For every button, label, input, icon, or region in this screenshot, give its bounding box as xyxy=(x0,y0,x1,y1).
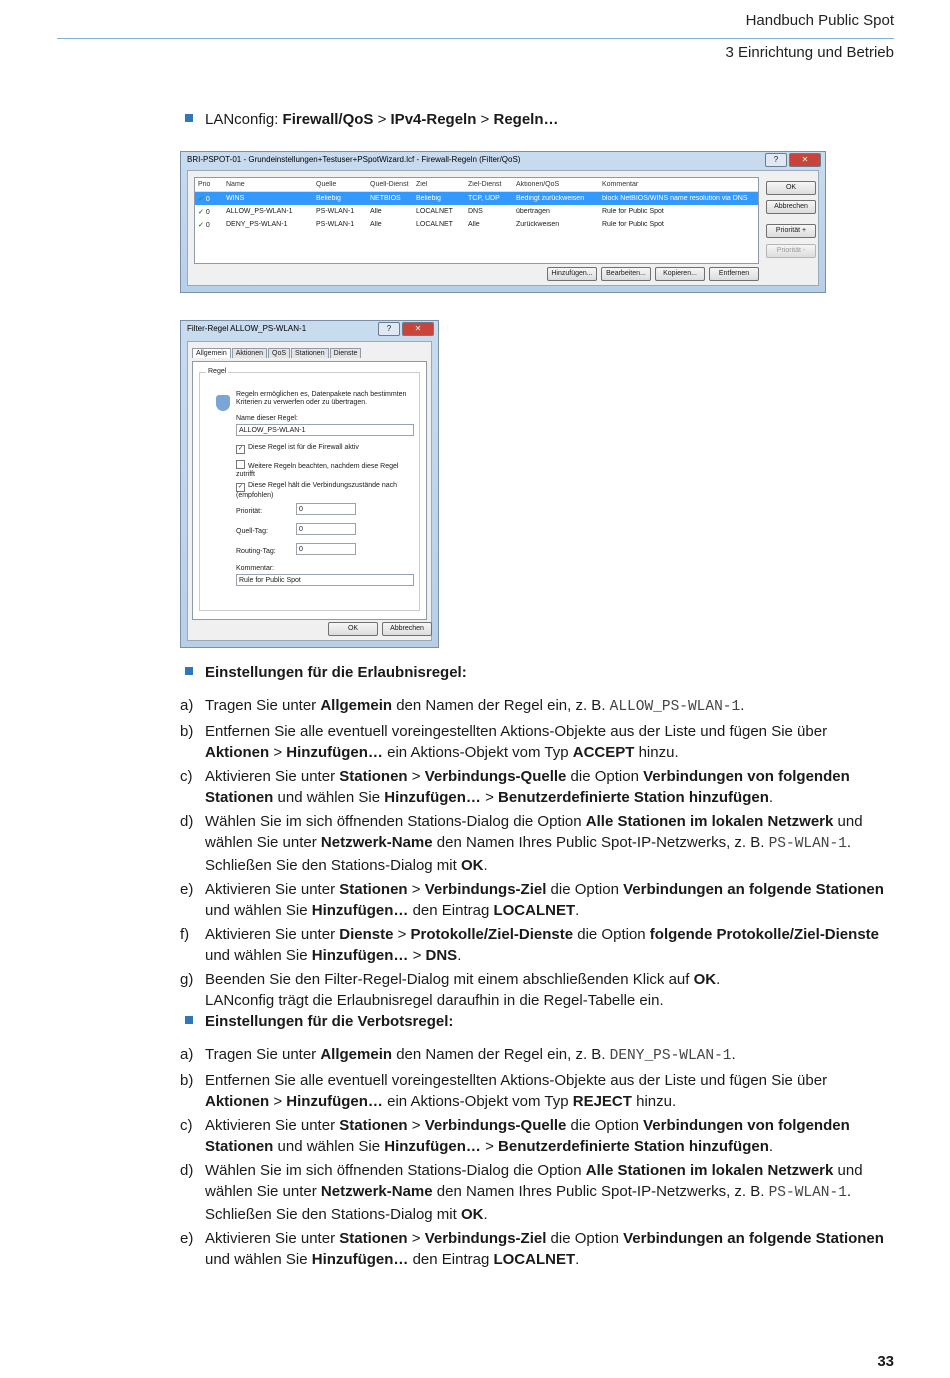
close-icon: ✕ xyxy=(789,153,821,167)
routing-tag-label: Routing-Tag: xyxy=(236,548,276,555)
running-header-title: Handbuch Public Spot xyxy=(745,12,894,29)
window-title: BRI-PSPOT-01 - Grundeinstellungen+Testuser+PSpotWizard.lcf - Firewall-Regeln (Filter/QoS) xyxy=(187,155,521,164)
checkmark-icon: ✓ xyxy=(198,195,204,203)
firewall-rules-screenshot xyxy=(180,151,826,293)
deny-steps xyxy=(180,1044,895,1273)
allow-heading: Einstellungen für die Erlaubnisregel: xyxy=(185,664,467,681)
rule-name-field: ALLOW_PS-WLAN-1 xyxy=(236,424,414,436)
list-item: b) Entfernen Sie alle eventuell voreingestellten Aktions-Objekte aus der Liste und fügen Sie über Aktionen > Hinzufügen… ein Aktions-Objekt vom Typ ACCEPT hinzu. xyxy=(180,723,828,761)
edit-button: Bearbeiten... xyxy=(601,267,651,281)
header-divider xyxy=(57,38,894,39)
list-item: d) Wählen Sie im sich öffnenden Stations-Dialog die Option Alle Stationen im lokalen Netzwerk und wählen Sie unter Netzwerk-Name den Namen Ihres Public Spot-IP-Netzwerks, z. B. PS-WLAN-1. Schließen Sie den Stations-Dialog mit OK. xyxy=(180,813,863,874)
checkmark-icon: ✓ xyxy=(198,221,204,229)
bullet-square-icon xyxy=(185,114,193,122)
rule-description: Regeln ermöglichen es, Datenpakete nach bestimmten Kriterien zu verwerfen oder zu übertragen. xyxy=(236,391,407,406)
priority-field: 0 xyxy=(296,503,356,515)
list-item: a) Tragen Sie unter Allgemein den Namen der Regel ein, z. B. DENY_PS-WLAN-1. xyxy=(180,1046,736,1064)
add-button: Hinzufügen... xyxy=(547,267,597,281)
window-title: Filter-Regel ALLOW_PS-WLAN-1 xyxy=(187,324,307,333)
rules-table xyxy=(194,177,759,264)
checkmark-icon: ✓ xyxy=(198,208,204,216)
list-item: e) Aktivieren Sie unter Stationen > Verbindungs-Ziel die Option Verbindungen an folgende Stationen und wählen Sie Hinzufügen… den Eintrag LOCALNET. xyxy=(180,1230,884,1268)
deny-heading: Einstellungen für die Verbotsregel: xyxy=(185,1013,453,1030)
intro-bullet: LANconfig: Firewall/QoS > IPv4-Regeln > Regeln… xyxy=(185,111,559,128)
tab-aktionen: Aktionen xyxy=(232,348,267,358)
running-header-chapter: 3 Einrichtung und Betrieb xyxy=(725,44,894,61)
name-label: Name dieser Regel: xyxy=(236,415,298,422)
tab-stationen: Stationen xyxy=(291,348,329,358)
cancel-button: Abbrechen xyxy=(382,622,432,636)
source-tag-field: 0 xyxy=(296,523,356,535)
list-item: d) Wählen Sie im sich öffnenden Stations-Dialog die Option Alle Stationen im lokalen Netzwerk und wählen Sie unter Netzwerk-Name den Namen Ihres Public Spot-IP-Netzwerks, z. B. PS-WLAN-1. Schließen Sie den Stations-Dialog mit OK. xyxy=(180,1162,863,1223)
priority-up-button: Priorität + xyxy=(766,224,816,238)
filter-rule-screenshot xyxy=(180,320,439,648)
remove-button: Entfernen xyxy=(709,267,759,281)
comment-label: Kommentar: xyxy=(236,565,275,572)
copy-button: Kopieren... xyxy=(655,267,705,281)
cancel-button: Abbrechen xyxy=(766,200,816,214)
help-icon: ? xyxy=(765,153,787,167)
ok-button: OK xyxy=(766,181,816,195)
table-row: ✓ 0 WINS Beliebig NETBIOS Beliebig TCP, UDP Bedingt zurückweisen block NetBIOS/WINS name resolution via DNS xyxy=(195,192,758,205)
checkbox-connection-state: ✓ Diese Regel hält die Verbindungszustände nach (empfohlen) xyxy=(236,482,398,499)
source-tag-label: Quell-Tag: xyxy=(236,528,268,535)
bullet-square-icon xyxy=(185,1016,193,1024)
bullet-square-icon xyxy=(185,667,193,675)
checkbox-further-rules: Weitere Regeln beachten, nachdem diese Regel zutrifft xyxy=(236,460,416,479)
help-icon: ? xyxy=(378,322,400,336)
tab-dienste: Dienste xyxy=(330,348,362,358)
list-item: g) Beenden Sie den Filter-Regel-Dialog mit einem abschließenden Klick auf OK. LANconfig trägt die Erlaubnisregel daraufhin in die Regel-Tabelle ein. xyxy=(180,971,721,1009)
priority-label: Priorität: xyxy=(236,508,263,515)
ok-button: OK xyxy=(328,622,378,636)
table-row: ✓ 0 ALLOW_PS-WLAN-1 PS-WLAN-1 Alle LOCALNET DNS übertragen Rule for Public Spot xyxy=(198,208,664,216)
tab-allgemein: Allgemein xyxy=(192,348,231,358)
table-row: ✓ 0 DENY_PS-WLAN-1 PS-WLAN-1 Alle LOCALNET Alle Zurückweisen Rule for Public Spot xyxy=(198,221,664,229)
list-item: f) Aktivieren Sie unter Dienste > Protokolle/Ziel-Dienste die Option folgende Protokolle/Ziel-Dienste und wählen Sie Hinzufügen… > DNS. xyxy=(180,926,879,964)
tab-qos: QoS xyxy=(268,348,290,358)
allow-steps xyxy=(180,695,895,1014)
table-header: Prio Name Quelle Quell-Dienst Ziel Ziel-Dienst Aktionen/QoS Kommentar xyxy=(195,178,758,192)
routing-tag-field: 0 xyxy=(296,543,356,555)
firewall-shield-icon xyxy=(216,395,230,411)
list-item: e) Aktivieren Sie unter Stationen > Verbindungs-Ziel die Option Verbindungen an folgende Stationen und wählen Sie Hinzufügen… den Eintrag LOCALNET. xyxy=(180,881,884,919)
list-item: c) Aktivieren Sie unter Stationen > Verbindungs-Quelle die Option Verbindungen von folgenden Stationen und wählen Sie Hinzufügen… > Benutzerdefinierte Station hinzufügen. xyxy=(180,1117,850,1155)
checkbox-active: ✓ Diese Regel ist für die Firewall aktiv xyxy=(237,444,359,452)
list-item: a) Tragen Sie unter Allgemein den Namen der Regel ein, z. B. ALLOW_PS-WLAN-1. xyxy=(180,697,745,715)
comment-field: Rule for Public Spot xyxy=(236,574,414,586)
page-number: 33 xyxy=(877,1353,894,1370)
list-item: b) Entfernen Sie alle eventuell voreingestellten Aktions-Objekte aus der Liste und fügen Sie über Aktionen > Hinzufügen… ein Aktions-Objekt vom Typ REJECT hinzu. xyxy=(180,1072,828,1110)
rule-group: Regel Regeln ermöglichen es, Datenpakete nach bestimmten Kriterien zu verwerfen oder zu übertragen. Name dieser Regel: ALLOW_PS-WLAN-1 ✓ Diese Regel ist für die Firewall aktiv Weitere Regeln beachten, nachdem diese Regel zutrifft ✓ Diese Regel hält die Verbindungszustände nach (empfohlen) Priorität: 0 Quell-Tag: 0 Routing-Tag: 0 Kommentar: Rule for Public Spot xyxy=(199,372,420,611)
list-item: c) Aktivieren Sie unter Stationen > Verbindungs-Quelle die Option Verbindungen von folgenden Stationen und wählen Sie Hinzufügen… > Benutzerdefinierte Station hinzufügen. xyxy=(180,768,850,806)
close-icon: ✕ xyxy=(402,322,434,336)
priority-down-button: Priorität - xyxy=(766,244,816,258)
